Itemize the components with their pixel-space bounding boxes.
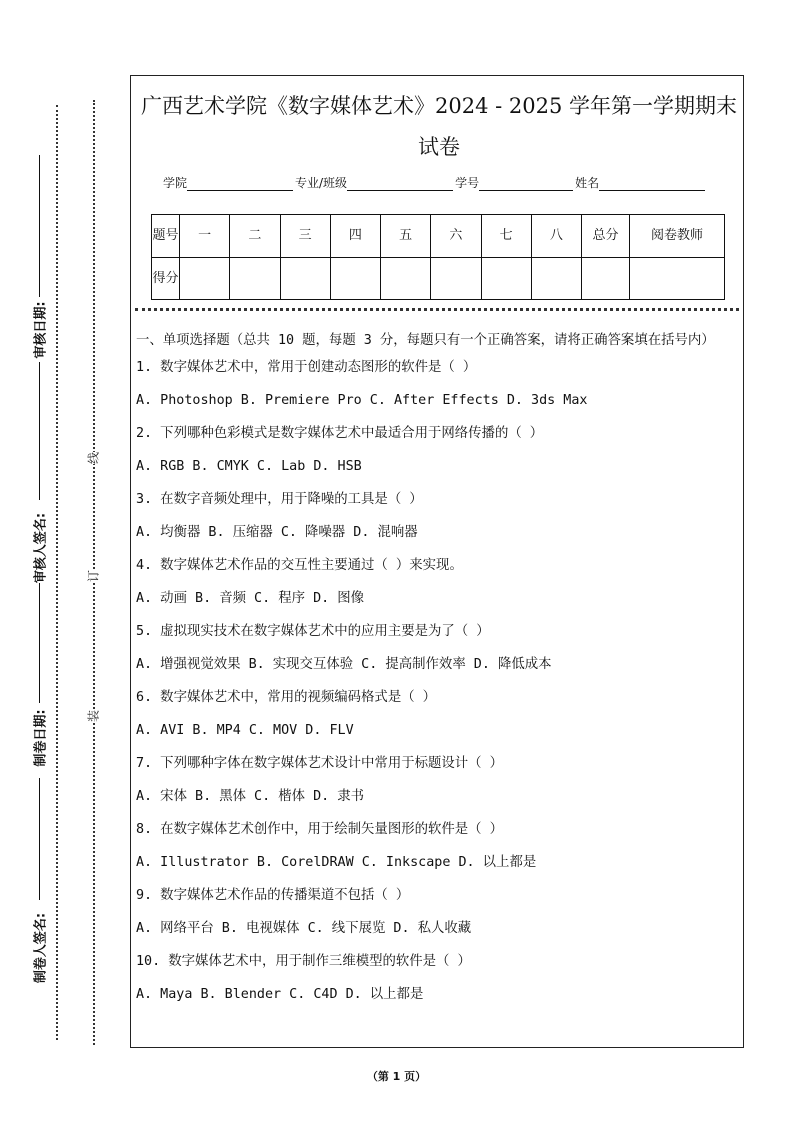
- major-class-label: 专业/班级: [295, 176, 348, 190]
- question-7: 7. 下列哪种字体在数字媒体艺术设计中常用于标题设计（ ）: [136, 756, 504, 771]
- college-field[interactable]: [187, 178, 293, 191]
- col-5: 五: [381, 215, 431, 258]
- score-cell-2[interactable]: [230, 257, 280, 300]
- score-cell-6[interactable]: [431, 257, 481, 300]
- col-8: 八: [531, 215, 581, 258]
- options-1: A. Photoshop B. Premiere Pro C. After Effects D. 3ds Max: [136, 393, 588, 408]
- section-single-choice: [136, 330, 737, 1017]
- score-cell-5[interactable]: [381, 257, 431, 300]
- review-date-label: 审核日期:: [33, 301, 49, 359]
- options-6: A. AVI B. MP4 C. MOV D. FLV: [136, 723, 354, 738]
- options-10: A. Maya B. Blender C. C4D D. 以上都是: [136, 987, 424, 1002]
- maker-sign-blank: [39, 778, 40, 900]
- score-value-row: [152, 257, 725, 300]
- section-heading: 一、单项选择题（总共 10 题，每题 3 分，每题只有一个正确答案，请将正确答案填在括号内）: [136, 333, 715, 348]
- make-date-blank: [39, 583, 40, 703]
- options-8: A. Illustrator B. CorelDRAW C. Inkscape D. 以上都是: [136, 855, 537, 870]
- question-1: 1. 数字媒体艺术中，常用于创建动态图形的软件是（ ）: [136, 360, 477, 375]
- options-9: A. 网络平台 B. 电视媒体 C. 线下展览 D. 私人收藏: [136, 921, 472, 936]
- question-5: 5. 虚拟现实技术在数字媒体艺术中的应用主要是为了（ ）: [136, 624, 490, 639]
- score-cell-8[interactable]: [531, 257, 581, 300]
- score-cell-total[interactable]: [582, 257, 630, 300]
- outer-dotted-line: [56, 105, 58, 1040]
- exam-title: 广西艺术学院《数字媒体艺术》2024 - 2025 学年第一学期期末试卷: [140, 94, 737, 159]
- options-5: A. 增强视觉效果 B. 实现交互体验 C. 提高制作效率 D. 降低成本: [136, 657, 552, 672]
- review-date-blank: [39, 155, 40, 297]
- question-6: 6. 数字媒体艺术中，常用的视频编码格式是（ ）: [136, 690, 437, 705]
- score-cell-grader[interactable]: [630, 257, 725, 300]
- question-9: 9. 数字媒体艺术作品的传播渠道不包括（ ）: [136, 888, 410, 903]
- name-label: 姓名: [575, 176, 600, 190]
- dotted-separator: [135, 308, 739, 311]
- col-2: 二: [230, 215, 280, 258]
- reviewer-sign-blank: [39, 362, 40, 500]
- col-1: 一: [180, 215, 230, 258]
- col-7: 七: [481, 215, 531, 258]
- options-4: A. 动画 B. 音频 C. 程序 D. 图像: [136, 591, 365, 606]
- question-4: 4. 数字媒体艺术作品的交互性主要通过（ ）来实现。: [136, 558, 463, 573]
- options-7: A. 宋体 B. 黑体 C. 楷体 D. 隶书: [136, 789, 365, 804]
- col-6: 六: [431, 215, 481, 258]
- score-cell-1[interactable]: [180, 257, 230, 300]
- make-date-label: 制卷日期:: [33, 709, 49, 767]
- col-3: 三: [280, 215, 330, 258]
- college-label: 学院: [163, 176, 188, 190]
- exam-frame: [130, 75, 744, 1048]
- score-cell-3[interactable]: [280, 257, 330, 300]
- row-label-question: 题号: [152, 215, 180, 258]
- score-header-row: [152, 215, 725, 258]
- student-id-label: 学号: [455, 176, 480, 190]
- student-id-field[interactable]: [479, 178, 573, 191]
- col-4: 四: [330, 215, 380, 258]
- col-grader: 阅卷教师: [630, 215, 725, 258]
- question-3: 3. 在数字音频处理中，用于降噪的工具是（ ）: [136, 492, 423, 507]
- question-2: 2. 下列哪种色彩模式是数字媒体艺术中最适合用于网络传播的（ ）: [136, 426, 544, 441]
- col-total: 总分: [582, 215, 630, 258]
- reviewer-sign-label: 审核人签名:: [33, 512, 49, 584]
- options-3: A. 均衡器 B. 压缩器 C. 降噪器 D. 混响器: [136, 525, 418, 540]
- name-field[interactable]: [599, 178, 705, 191]
- binding-char-staple: 订: [83, 570, 104, 582]
- score-cell-4[interactable]: [330, 257, 380, 300]
- student-info-line: [163, 174, 707, 191]
- binding-char-bind: 装: [83, 710, 104, 722]
- question-10: 10. 数字媒体艺术中，用于制作三维模型的软件是（ ）: [136, 954, 471, 969]
- question-8: 8. 在数字媒体艺术创作中，用于绘制矢量图形的软件是（ ）: [136, 822, 504, 837]
- binding-char-line: 线: [83, 452, 104, 464]
- score-cell-7[interactable]: [481, 257, 531, 300]
- score-table: [151, 214, 725, 300]
- page-number: （第 1 页）: [366, 1070, 427, 1083]
- row-label-score: 得分: [152, 257, 180, 300]
- maker-sign-label: 制卷人签名:: [33, 912, 49, 984]
- options-2: A. RGB B. CMYK C. Lab D. HSB: [136, 459, 362, 474]
- major-class-field[interactable]: [347, 178, 453, 191]
